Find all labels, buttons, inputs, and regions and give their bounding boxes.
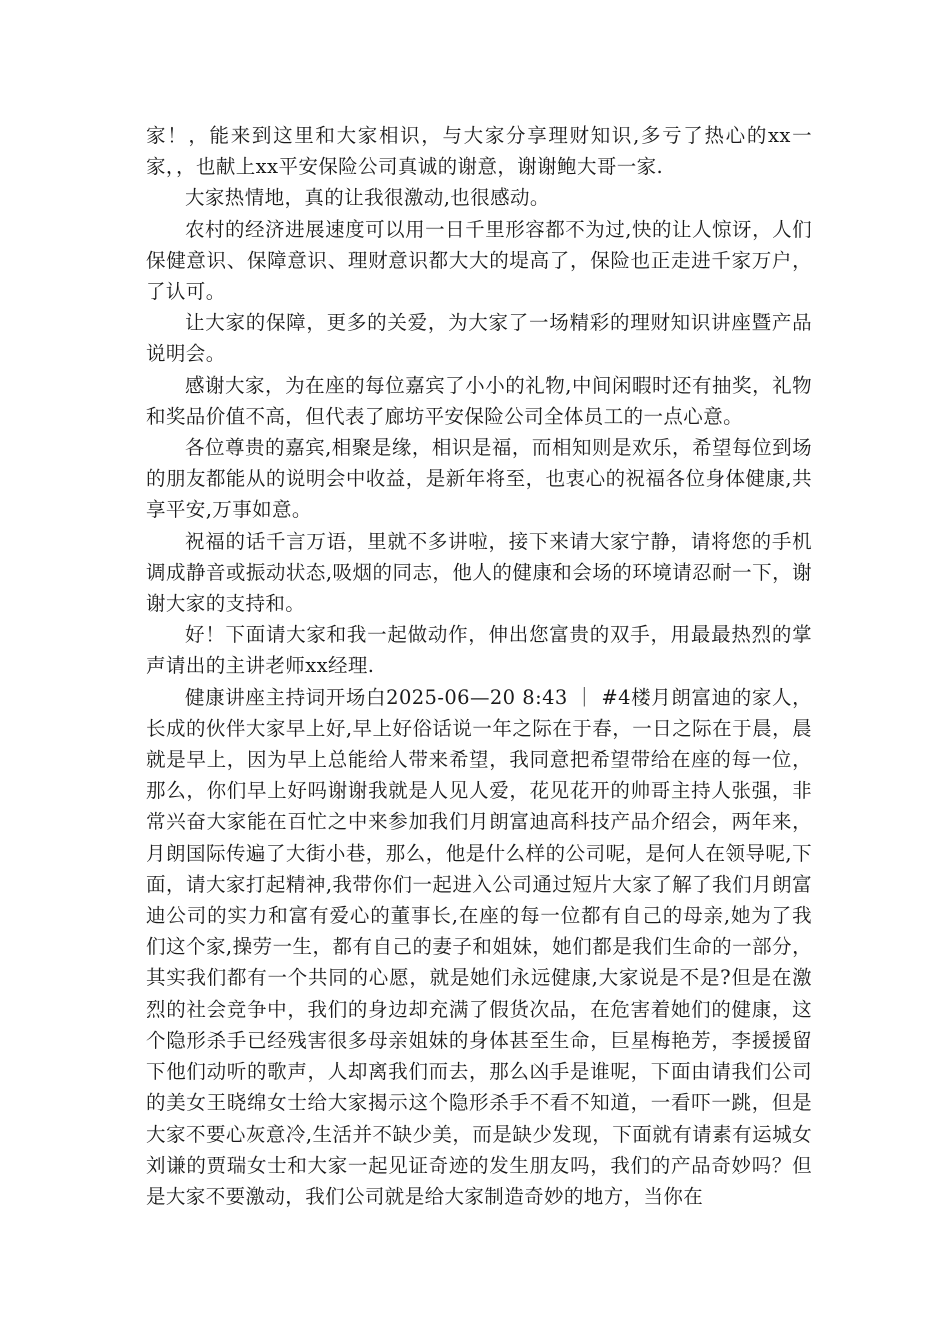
paragraph-2: 大家热情地，真的让我很激动,也很感动。 xyxy=(185,186,550,210)
paragraph-7: 祝福的话千言万语，里就不多讲啦，接下来请大家宁静，请将您的手机调成静音或振动状态,吸烟的同志，他人的健康和会场的环境请忍耐一下，谢谢大家的支持和。 xyxy=(146,529,812,616)
paragraph-9: 健康讲座主持词开场白2025-06—20 8:43 ｜ #4楼月朗富迪的家人，长成的伙伴大家早上好,早上好俗话说一年之际在于春，一日之际在于晨，晨就是早上，因为早上总能给人带来希望，我同意把希望带给在座的每一位，那么，你们早上好吗谢谢我就是人见人爱，花见花开的帅哥主持人张强，非常兴奋大家能在百忙之中来参加我们月朗富迪高科技产品介绍会，两年来，月朗国际传遍了大街小巷，那么，他是什么样的公司呢，是何人在领导呢,下面，请大家打起精神,我带你们一起进入公司通过短片大家了解了我们月朗富迪公司的实力和富有爱心的董事长,在座的每一位都有自己的母亲,她为了我们这个家,操劳一生，都有自己的妻子和姐妹，她们都是我们生命的一部分，其实我们都有一个共同的心愿，就是她们永远健康,大家说是不是?但是在激烈的社会竞争中，我们的身边却充满了假货次品，在危害着她们的健康，这个隐形杀手已经残害很多母亲姐妹的身体甚至生命，巨星梅艳芳，李援援留下他们动听的歌声，人却离我们而去，那么凶手是谁呢，下面由请我们公司的美女王晓绵女士给大家揭示这个隐形杀手不看不知道，一看吓一跳，但是大家不要心灰意冷,生活并不缺少美，而是缺少发现，下面就有请素有运城女刘谦的贾瑞女士和大家一起见证奇迹的发生朋友吗，我们的产品奇妙吗？但是大家不要激动，我们公司就是给大家制造奇妙的地方，当你在 xyxy=(146,685,812,1208)
paragraph-1: 家！，能来到这里和大家相识，与大家分享理财知识,多亏了热心的xx一家，，也献上xx平安保险公司真诚的谢意，谢谢鲍大哥一家. xyxy=(146,124,812,179)
paragraph-8: 好！下面请大家和我一起做动作，伸出您富贵的双手，用最最热烈的掌声请出的主讲老师xx经理. xyxy=(146,623,812,678)
paragraph-6: 各位尊贵的嘉宾,相聚是缘，相识是福，而相知则是欢乐，希望每位到场的朋友都能从的说明会中收益，是新年将至，也衷心的祝福各位身体健康,共享平安,万事如意。 xyxy=(146,436,812,522)
document-body xyxy=(146,120,812,1212)
paragraph-3: 农村的经济进展速度可以用一日千里形容都不为过,快的让人惊讶，人们保健意识、保障意识、理财意识都大大的堤高了，保险也正走进千家万户，了认可。 xyxy=(146,217,812,304)
paragraph-4: 让大家的保障，更多的关爱，为大家了一场精彩的理财知识讲座暨产品说明会。 xyxy=(146,311,812,366)
paragraph-5: 感谢大家，为在座的每位嘉宾了小小的礼物,中间闲暇时还有抽奖，礼物和奖品价值不高，但代表了廊坊平安保险公司全体员工的一点心意。 xyxy=(146,373,812,428)
